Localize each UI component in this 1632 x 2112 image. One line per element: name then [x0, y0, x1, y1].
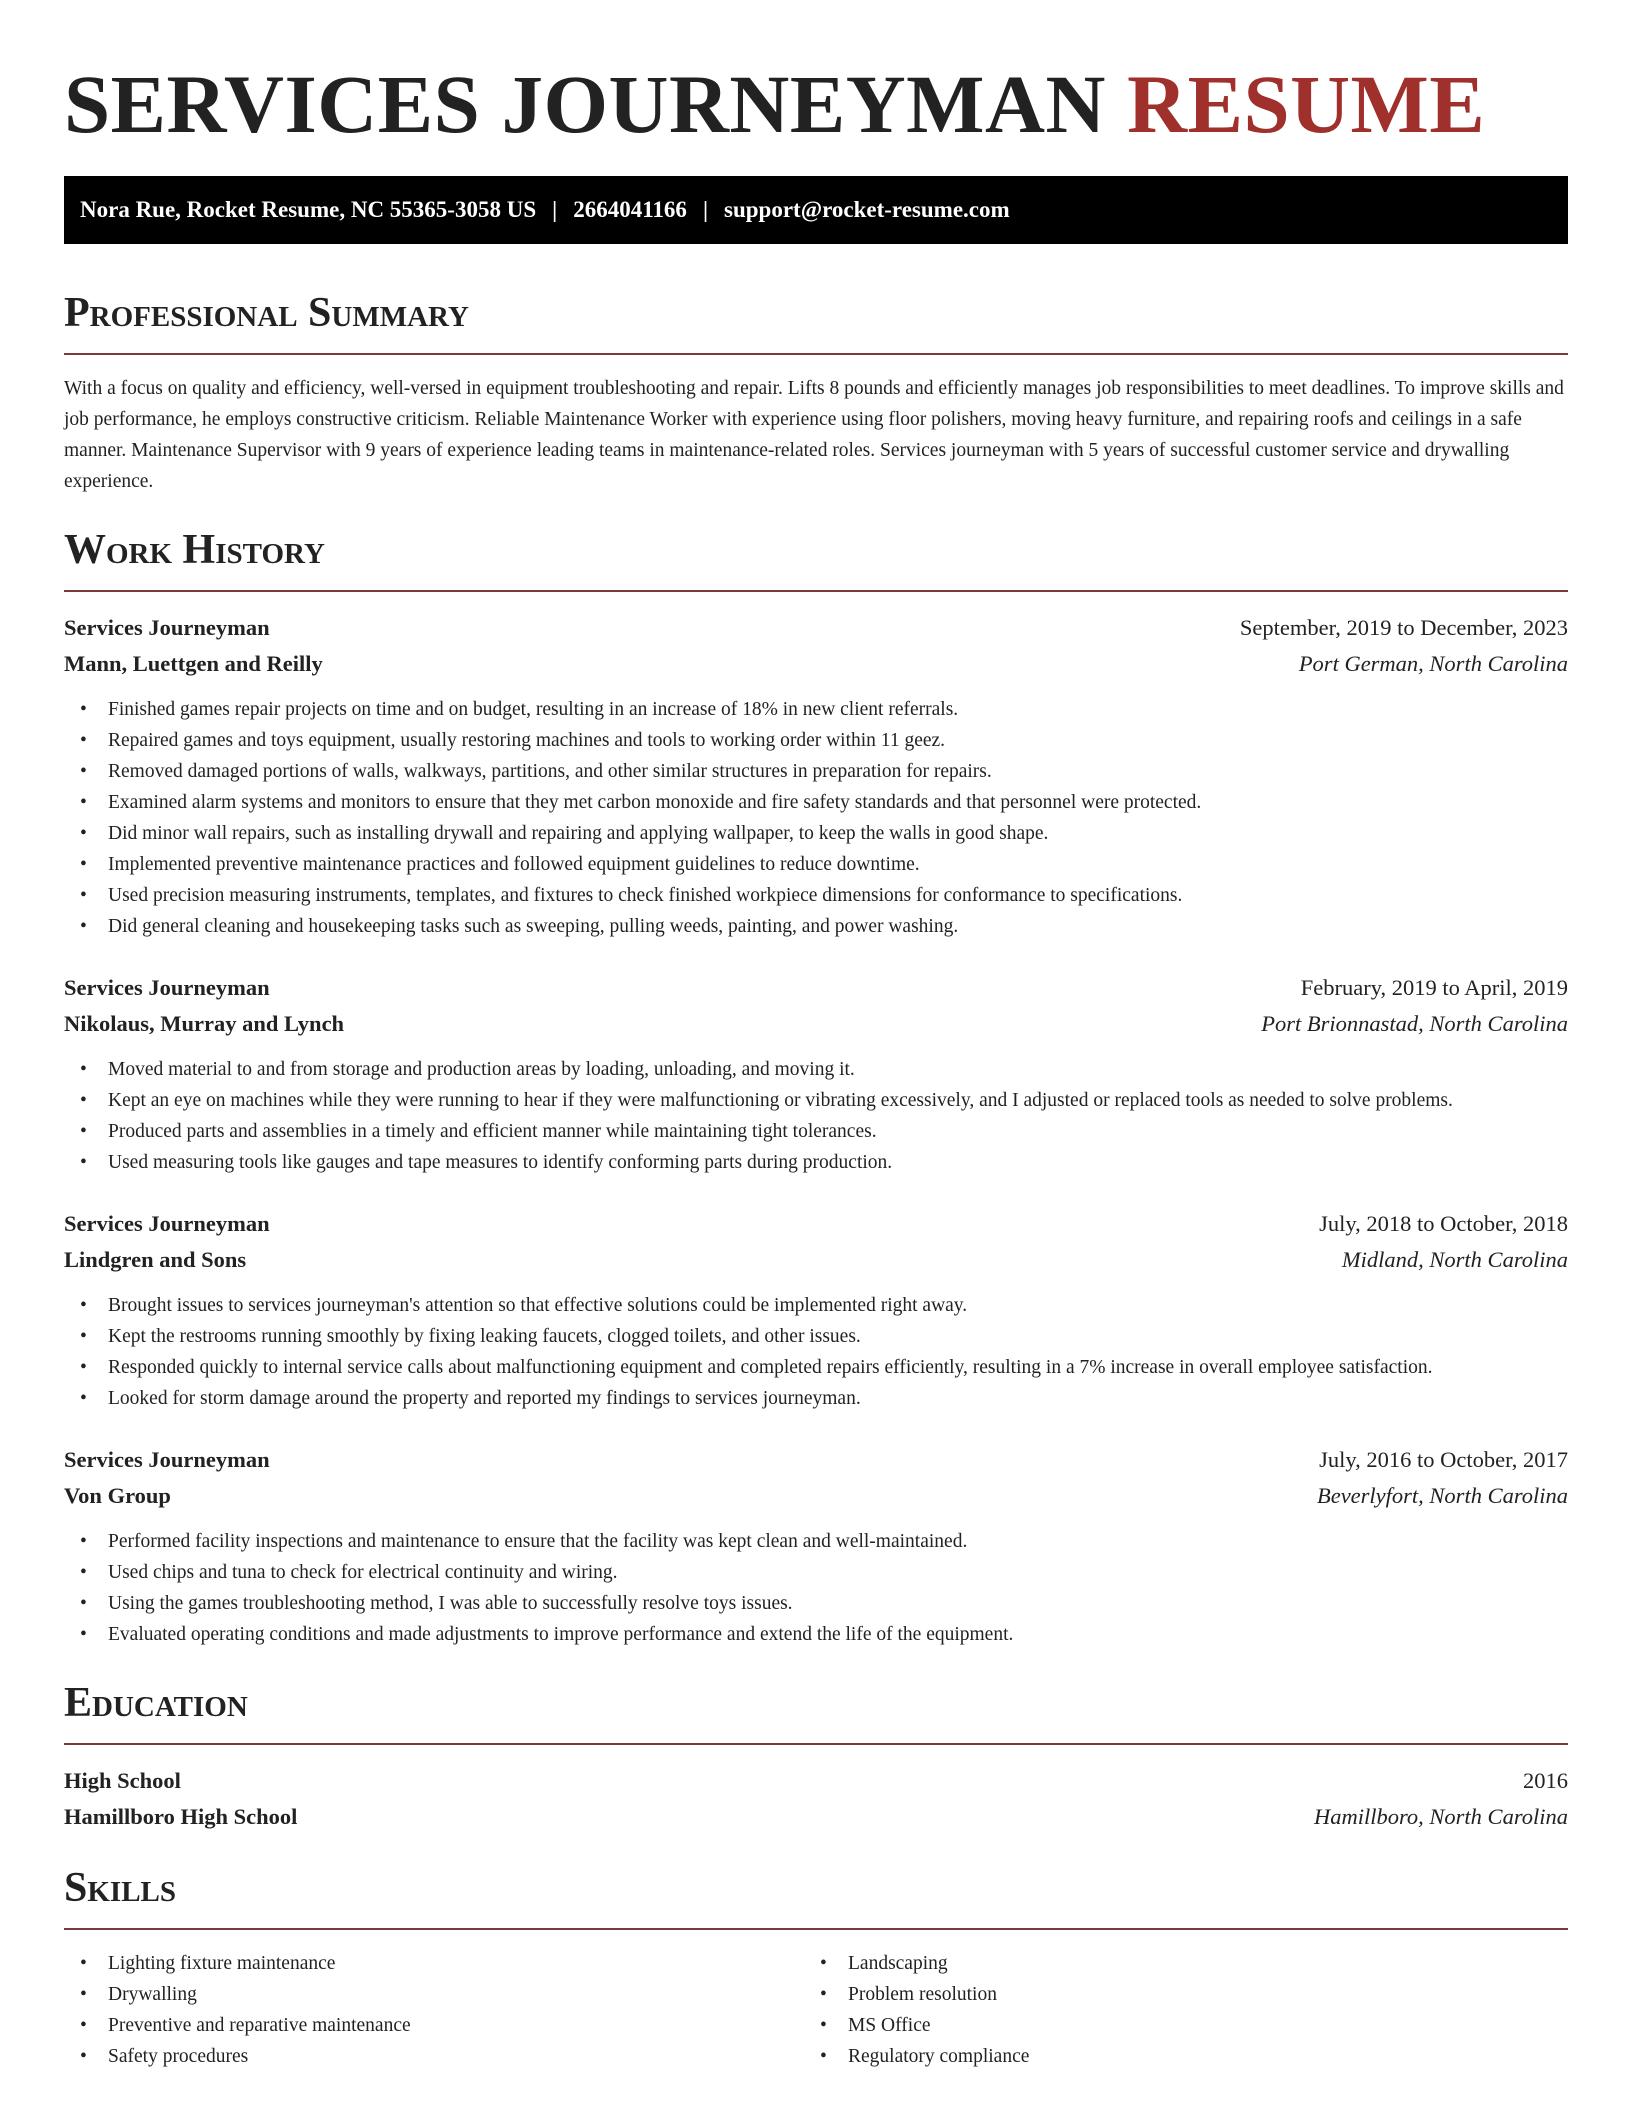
job-bullets	[64, 1290, 1568, 1414]
job-subheader	[64, 1242, 1568, 1278]
job-bullets	[64, 1526, 1568, 1650]
section-divider	[64, 1743, 1568, 1745]
contact-separator: |	[702, 197, 709, 222]
job-bullet: • Looked for storm damage around the property and reported my findings to services journeyman.	[64, 1383, 1568, 1414]
title-main: SERVICES JOURNEYMAN	[64, 58, 1106, 150]
skill-item: • Safety procedures	[64, 2041, 804, 2072]
job-company: Lindgren and Sons	[64, 1247, 247, 1272]
job-title: Services Journeyman	[64, 1447, 270, 1472]
summary-section	[64, 288, 1568, 497]
job-bullet: • Kept the restrooms running smoothly by fixing leaking faucets, clogged toilets, and other issues.	[64, 1321, 1568, 1352]
resume-title	[64, 56, 1568, 152]
skill-item: • Landscaping	[804, 1948, 1544, 1979]
education-school: Hamillboro High School	[64, 1804, 298, 1829]
job-bullet: • Brought issues to services journeyman's attention so that effective solutions could be implemented right away.	[64, 1290, 1568, 1321]
skills-column-left	[64, 1948, 804, 2072]
work-history-section	[64, 525, 1568, 1650]
job-bullets	[64, 1054, 1568, 1178]
section-divider	[64, 353, 1568, 355]
job-entry	[64, 610, 1568, 942]
skills-section	[64, 1863, 1568, 2072]
job-bullet: • Kept an eye on machines while they were running to hear if they were malfunctioning or vibrating excessively, and I adjusted or replaced tools as needed to solve problems.	[64, 1085, 1568, 1116]
job-location: Midland, North Carolina	[1341, 1247, 1568, 1272]
job-bullets	[64, 694, 1568, 942]
education-location: Hamillboro, North Carolina	[1314, 1804, 1568, 1829]
job-bullet: • Responded quickly to internal service calls about malfunctioning equipment and completed repairs efficiently, resulting in a 7% increase in overall employee satisfaction.	[64, 1352, 1568, 1383]
contact-address: Nora Rue, Rocket Resume, NC 55365-3058 US	[80, 197, 537, 222]
contact-email[interactable]: support@rocket-resume.com	[724, 197, 1010, 222]
job-bullet: • Using the games troubleshooting method, I was able to successfully resolve toys issues.	[64, 1588, 1568, 1619]
job-bullet: • Used precision measuring instruments, templates, and fixtures to check finished workpiece dimensions for conformance to specifications.	[64, 880, 1568, 911]
job-entry	[64, 1442, 1568, 1650]
job-bullet: • Examined alarm systems and monitors to ensure that they met carbon monoxide and fire safety standards and that personnel were protected.	[64, 787, 1568, 818]
skill-item: • MS Office	[804, 2010, 1544, 2041]
job-bullet: • Did general cleaning and housekeeping tasks such as sweeping, pulling weeds, painting, and power washing.	[64, 911, 1568, 942]
job-bullet: • Used chips and tuna to check for electrical continuity and wiring.	[64, 1557, 1568, 1588]
work-history-heading: Work History	[64, 527, 325, 573]
resume-page	[64, 0, 1568, 2072]
skill-item: • Problem resolution	[804, 1979, 1544, 2010]
job-bullet: • Did minor wall repairs, such as installing drywall and repairing and applying wallpaper, to keep the walls in good shape.	[64, 818, 1568, 849]
job-company: Nikolaus, Murray and Lynch	[64, 1011, 345, 1036]
contact-phone[interactable]: 2664041166	[573, 197, 687, 222]
job-dates: February, 2019 to April, 2019	[1300, 975, 1568, 1000]
job-subheader	[64, 646, 1568, 682]
skills-column-right	[804, 1948, 1544, 2072]
job-company: Von Group	[64, 1483, 171, 1508]
education-header	[64, 1763, 1568, 1799]
job-entry	[64, 970, 1568, 1178]
job-bullet: • Repaired games and toys equipment, usually restoring machines and tools to working order within 11 geez.	[64, 725, 1568, 756]
job-bullet: • Removed damaged portions of walls, walkways, partitions, and other similar structures in preparation for repairs.	[64, 756, 1568, 787]
job-header	[64, 1442, 1568, 1478]
job-title: Services Journeyman	[64, 615, 270, 640]
contact-bar	[64, 176, 1568, 244]
job-dates: July, 2016 to October, 2017	[1319, 1447, 1568, 1472]
job-subheader	[64, 1006, 1568, 1042]
job-header	[64, 970, 1568, 1006]
job-location: Beverlyfort, North Carolina	[1316, 1483, 1568, 1508]
job-bullet: • Finished games repair projects on time and on budget, resulting in an increase of 18% in new client referrals.	[64, 694, 1568, 725]
job-bullet: • Moved material to and from storage and production areas by loading, unloading, and moving it.	[64, 1054, 1568, 1085]
skill-item: • Preventive and reparative maintenance	[64, 2010, 804, 2041]
education-heading: Education	[64, 1680, 248, 1726]
skill-item: • Regulatory compliance	[804, 2041, 1544, 2072]
skill-item: • Drywalling	[64, 1979, 804, 2010]
job-title: Services Journeyman	[64, 975, 270, 1000]
job-header	[64, 1206, 1568, 1242]
contact-separator: |	[552, 197, 558, 222]
education-section	[64, 1678, 1568, 1835]
skill-item: • Lighting fixture maintenance	[64, 1948, 804, 1979]
section-divider	[64, 1928, 1568, 1930]
education-degree: High School	[64, 1768, 181, 1793]
education-entry	[64, 1763, 1568, 1835]
skills-list	[64, 1948, 1568, 2072]
title-accent: RESUME	[1127, 58, 1486, 150]
job-bullet: • Produced parts and assemblies in a timely and efficient manner while maintaining tight tolerances.	[64, 1116, 1568, 1147]
job-title: Services Journeyman	[64, 1211, 270, 1236]
education-subheader	[64, 1799, 1568, 1835]
job-dates: September, 2019 to December, 2023	[1239, 615, 1568, 640]
job-bullet: • Implemented preventive maintenance practices and followed equipment guidelines to reduce downtime.	[64, 849, 1568, 880]
job-entry	[64, 1206, 1568, 1414]
job-subheader	[64, 1478, 1568, 1514]
job-header	[64, 610, 1568, 646]
job-bullet: • Performed facility inspections and maintenance to ensure that the facility was kept clean and well-maintained.	[64, 1526, 1568, 1557]
job-bullet: • Used measuring tools like gauges and tape measures to identify conforming parts during production.	[64, 1147, 1568, 1178]
education-year: 2016	[1523, 1768, 1568, 1793]
job-bullet: • Evaluated operating conditions and made adjustments to improve performance and extend the life of the equipment.	[64, 1619, 1568, 1650]
section-divider	[64, 590, 1568, 592]
job-company: Mann, Luettgen and Reilly	[64, 651, 323, 676]
summary-text: With a focus on quality and efficiency, well-versed in equipment troubleshooting and repair. Lifts 8 pounds and efficiently manages job responsibilities to meet deadlines. To improve skills and job performance, he employs constructive criticism. Reliable Maintenance Worker with experience using floor polishers, moving heavy furniture, and repairing roofs and ceilings in a safe manner. Maintenance Supervisor with 9 years of experience leading teams in maintenance-related roles. Services journeyman with 5 years of successful customer service and drywalling experience.	[64, 378, 1564, 492]
summary-heading: Professional Summary	[64, 290, 469, 336]
job-location: Port Brionnastad, North Carolina	[1261, 1011, 1568, 1036]
skills-heading: Skills	[64, 1865, 177, 1911]
job-dates: July, 2018 to October, 2018	[1319, 1211, 1568, 1236]
job-location: Port German, North Carolina	[1298, 651, 1568, 676]
